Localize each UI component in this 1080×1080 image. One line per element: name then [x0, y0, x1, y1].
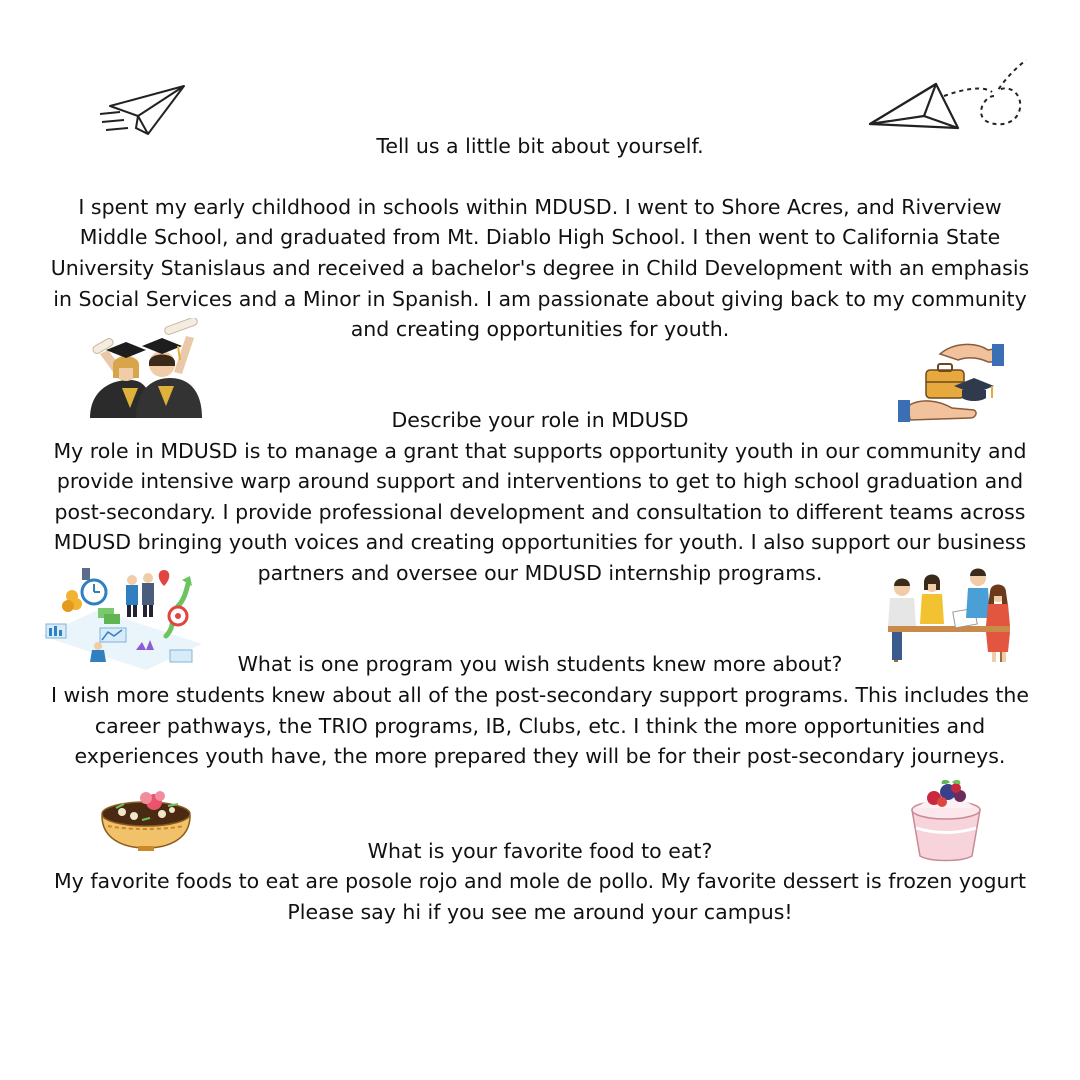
- graduates-icon: [86, 318, 210, 418]
- role-line: My role in MDUSD is to manage a grant that supports opportunity youth in our community and: [53, 439, 1027, 463]
- paper-plane-dashed-icon: [866, 56, 1036, 141]
- intro-line: University Stanislaus and received a bachelor's degree in Child Development with an emphasis: [50, 256, 1030, 280]
- intro-line: Middle School, and graduated from Mt. Diablo High School. I then went to California State: [79, 225, 1001, 249]
- intro-line: and creating opportunities for youth.: [350, 317, 730, 341]
- intro-question: Tell us a little bit about yourself.: [376, 134, 704, 158]
- program-line: experiences youth have, the more prepared they will be for their post-secondary journeys.: [74, 744, 1006, 768]
- role-line: post-secondary. I provide professional development and consultation to different teams across: [54, 500, 1026, 524]
- role-line: provide intensive warp around support and interventions to get to high school graduation and: [56, 469, 1024, 493]
- role-line: partners and oversee our MDUSD internship programs.: [257, 561, 823, 585]
- intro-line: in Social Services and a Minor in Spanish. I am passionate about giving back to my community: [53, 287, 1027, 311]
- food-closing: Please say hi if you see me around your campus!: [287, 900, 793, 924]
- food-question: What is your favorite food to eat?: [367, 839, 713, 863]
- role-question: Describe your role in MDUSD: [391, 408, 689, 432]
- food-line: My favorite foods to eat are posole rojo and mole de pollo. My favorite dessert is frozen yogurt: [54, 869, 1026, 893]
- role-line: MDUSD bringing youth voices and creating opportunities for youth. I also support our business: [53, 530, 1027, 554]
- intro-line: I spent my early childhood in schools within MDUSD. I went to Shore Acres, and Riverview: [78, 195, 1002, 219]
- program-question: What is one program you wish students knew more about?: [237, 652, 843, 676]
- program-line: I wish more students knew about all of the post-secondary support programs. This includes the: [50, 683, 1030, 707]
- program-line: career pathways, the TRIO programs, IB, Clubs, etc. I think the more opportunities and: [94, 714, 986, 738]
